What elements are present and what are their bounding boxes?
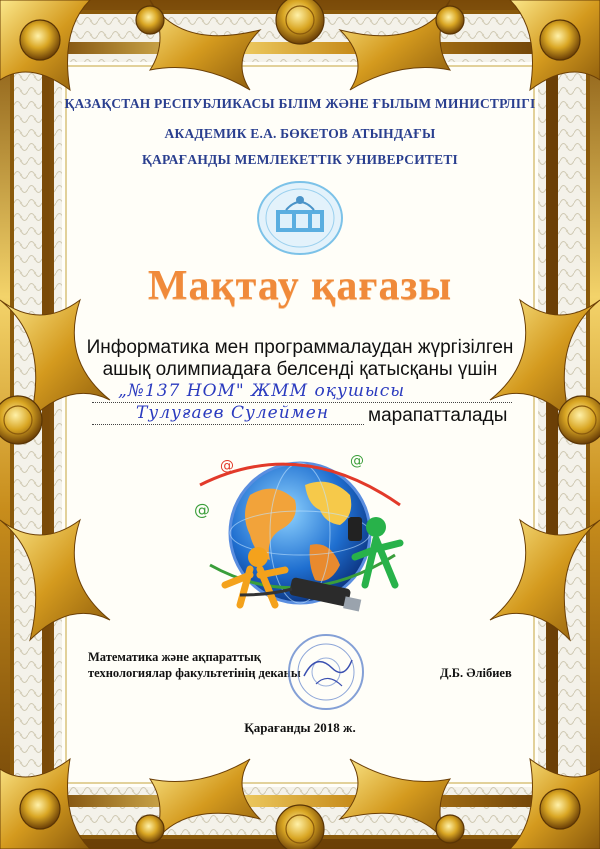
ministry-header: ҚАЗАҚСТАН РЕСПУБЛИКАСЫ БІЛІМ ЖӘНЕ ҒЫЛЫМ МИНИСТРЛІГІ	[64, 96, 536, 111]
university-emblem-icon	[256, 180, 344, 256]
globe-illustration	[180, 445, 420, 625]
signer-position-line1: Математика және ақпараттық	[88, 650, 262, 664]
svg-text:@: @	[220, 458, 234, 474]
svg-text:@: @	[194, 500, 210, 519]
certificate-title: Мақтау қағазы	[147, 263, 453, 309]
place-and-date: Қарағанды 2018 ж.	[244, 720, 356, 735]
school-handwritten: „№137 НОМ" ЖММ оқушысы	[118, 381, 406, 401]
reason-line1: Информатика мен программалаудан жүргізілген	[86, 337, 514, 358]
signer-name: Д.Б. Әлібиев	[440, 666, 512, 680]
reason-line2: ашық олимпиадаға белсенді қатысқаны үшін	[102, 359, 498, 380]
awarded-label: марапатталады	[368, 405, 508, 426]
university-name-line1: АКАДЕМИК Е.А. БӨКЕТОВ АТЫНДАҒЫ	[164, 126, 436, 141]
recipient-name-handwritten: Тулуғаев Сулеймен	[136, 403, 330, 423]
stamp-icon	[286, 632, 366, 712]
signer-position-line2: технологиялар факультетінің деканы	[88, 666, 301, 680]
name-dotted-line	[92, 424, 364, 425]
svg-text:@: @	[350, 453, 364, 469]
university-name-line2: ҚАРАҒАНДЫ МЕМЛЕКЕТТІК УНИВЕРСИТЕТІ	[142, 152, 458, 167]
